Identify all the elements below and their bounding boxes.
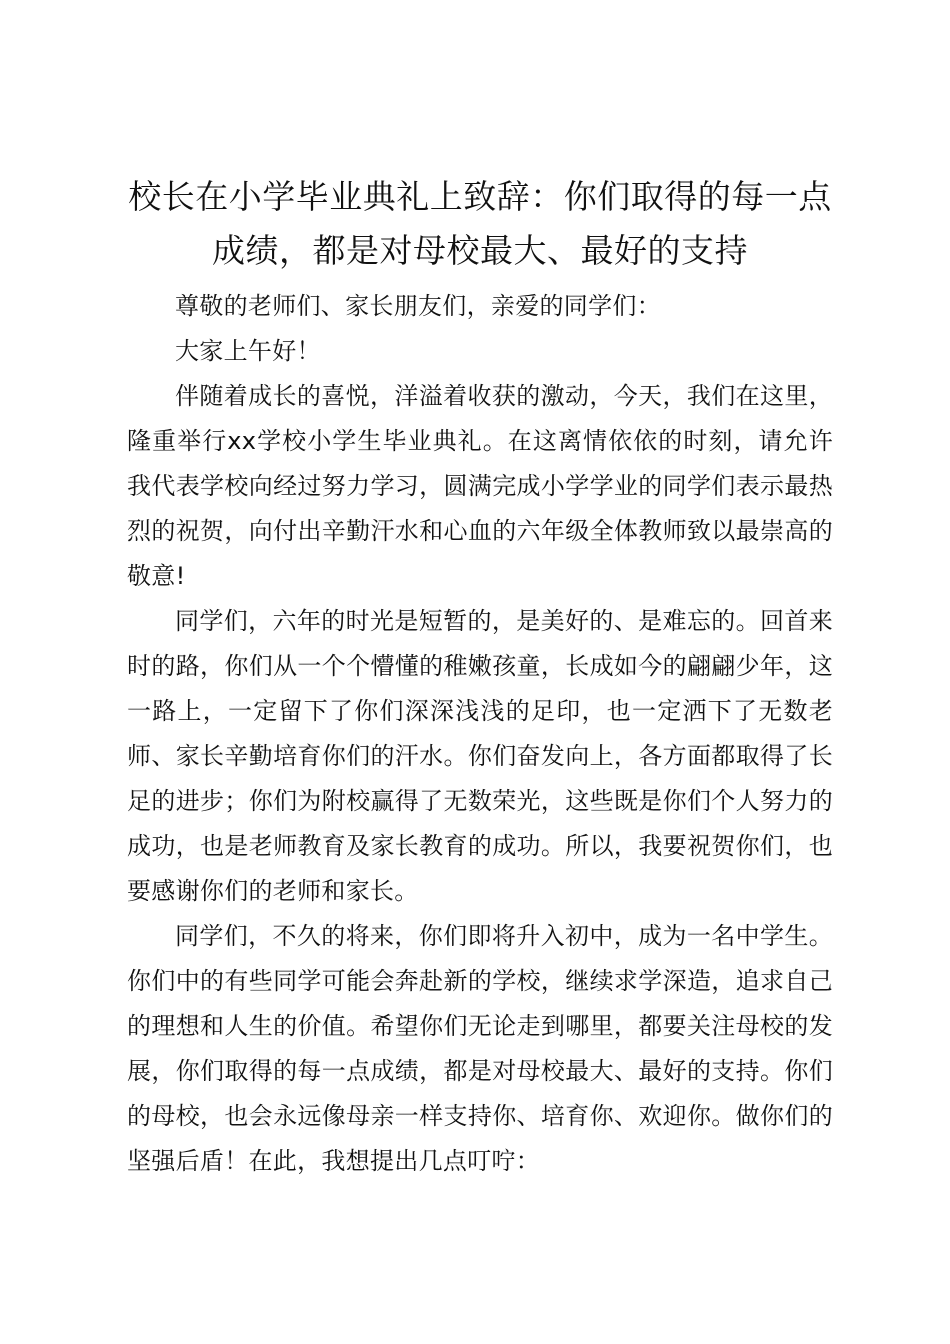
body-paragraph-2: 同学们，六年的时光是短暂的，是美好的、是难忘的。回首来时的路，你们从一个个懵懂的稚嫩孩童，长成如今的翩翩少年，这一路上，一定留下了你们深深浅浅的足印，也一定洒下了无数老师、家长辛勤培育你们的汗水。你们奋发向上，各方面都取得了长足的进步；你们为附校赢得了无数荣光，这些既是你们个人努力的成功，也是老师教育及家长教育的成功。所以，我要祝贺你们，也要感谢你们的老师和家长。	[127, 607, 833, 905]
greeting-paragraph: 大家上午好！	[175, 337, 321, 365]
body-paragraph-3: 同学们，不久的将来，你们即将升入初中，成为一名中学生。你们中的有些同学可能会奔赴新的学校，继续求学深造，追求自己的理想和人生的价值。希望你们无论走到哪里，都要关注母校的发展，你们取得的每一点成绩，都是对母校最大、最好的支持。你们的母校，也会永远像母亲一样支持你、培育你、欢迎你。做你们的坚强后盾！在此，我想提出几点叮咛：	[127, 922, 833, 1175]
salutation-paragraph: 尊敬的老师们、家长朋友们，亲爱的同学们：	[175, 292, 661, 320]
document-page	[127, 170, 833, 1184]
body-paragraph-1: 伴随着成长的喜悦，洋溢着收获的激动，今天，我们在这里，隆重举行xx学校小学生毕业典礼。在这离情依依的时刻，请允许我代表学校向经过努力学习，圆满完成小学学业的同学们表示最热烈的祝贺，向付出辛勤汗水和心血的六年级全体教师致以最崇高的敬意!	[127, 382, 833, 590]
document-title: 校长在小学毕业典礼上致辞：你们取得的每一点成绩，都是对母校最大、最好的支持	[128, 177, 832, 270]
